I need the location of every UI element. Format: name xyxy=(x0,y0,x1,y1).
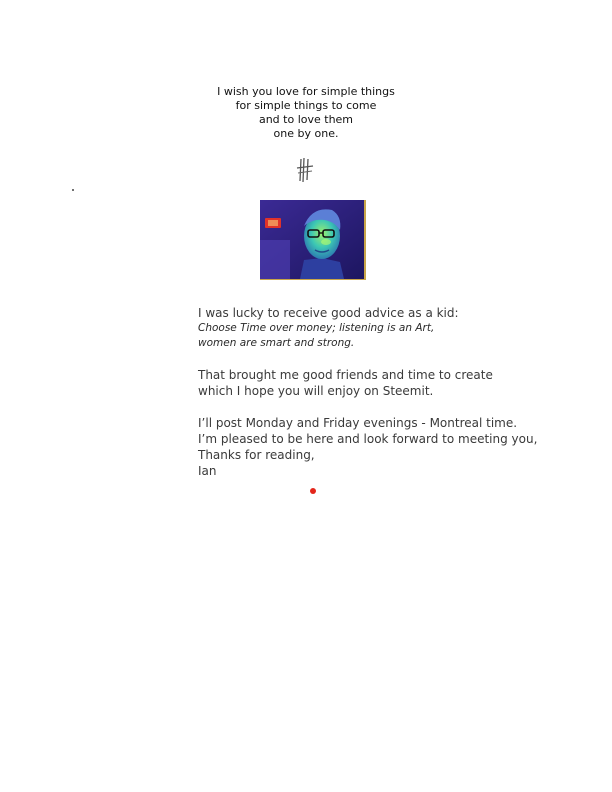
hash-signature-icon xyxy=(294,157,316,183)
intro-line: I was lucky to receive good advice as a kid: xyxy=(198,306,459,320)
letter-body xyxy=(198,305,598,479)
poem-line: for simple things to come xyxy=(235,99,377,112)
thanks-line: Thanks for reading, xyxy=(198,448,315,462)
poem-line: I wish you love for simple things xyxy=(217,85,395,98)
advice-line: Choose Time over money; listening is an Art, xyxy=(198,322,435,334)
signoff-line: Ian xyxy=(198,464,217,478)
result-line: which I hope you will enjoy on Steemit. xyxy=(198,384,434,398)
poem-line: one by one. xyxy=(273,127,339,140)
poem xyxy=(0,85,612,141)
result-line: That brought me good friends and time to create xyxy=(198,368,493,382)
schedule-line: I’ll post Monday and Friday evenings - Montreal time. xyxy=(198,416,518,430)
pleased-line: I’m pleased to be here and look forward to meeting you, xyxy=(198,432,538,446)
advice-line: women are smart and strong. xyxy=(198,337,355,349)
stray-dot xyxy=(72,189,74,191)
poem-line: and to love them xyxy=(258,113,354,126)
red-dot xyxy=(310,488,316,494)
portrait-photo xyxy=(260,200,366,280)
